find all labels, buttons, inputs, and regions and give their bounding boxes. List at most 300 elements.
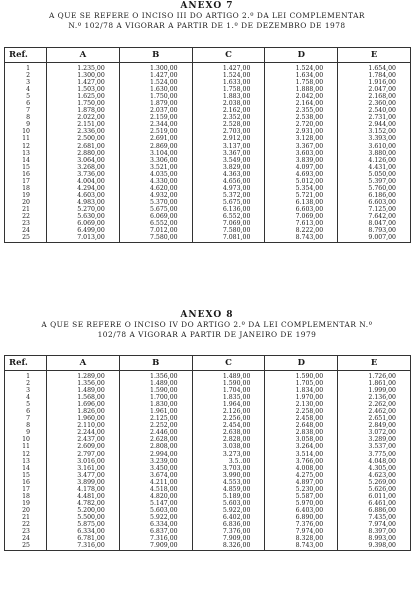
col-header-a: A [47, 48, 120, 63]
table-cell: 3.306,00 [150, 156, 178, 164]
table-cell: 4.518,00 [150, 485, 178, 493]
table-cell: 2.344,00 [150, 121, 178, 129]
table-cell: 3.072,00 [368, 429, 396, 437]
ref-number: 7 [26, 107, 30, 115]
table-cell: 4.693,00 [295, 170, 324, 178]
table-cell: 3.736,00 [77, 170, 105, 178]
table-cell: 1.489,00 [150, 380, 178, 388]
table-cell: 1.750,00 [77, 100, 105, 108]
table-cell: 2.164,00 [295, 100, 324, 108]
table-cell: 3.273,00 [222, 450, 251, 458]
table-cell: 6.186,00 [368, 191, 396, 199]
table-cell: 2.168,00 [368, 93, 396, 101]
table-cell: 5.370,00 [150, 198, 178, 206]
table-cell: 1.300,00 [77, 72, 105, 80]
table-cell: 1.916,00 [368, 79, 396, 87]
table-cell: 6.136,00 [222, 205, 251, 213]
table-cell: 1.235,00 [77, 65, 105, 72]
table-cell: 5.354,00 [295, 184, 324, 192]
table-cell: 1.999,00 [368, 387, 396, 395]
table-cell: 3.603,00 [295, 149, 324, 157]
table-cell: 7.909,00 [222, 535, 251, 543]
table-cell: 2.638,00 [222, 429, 251, 437]
table-cell: 2.651,00 [368, 415, 396, 423]
table-cell: 4.305,00 [368, 464, 396, 472]
table-cell: 3.549,00 [222, 156, 251, 164]
table-cell: 5.875,00 [77, 520, 105, 528]
ref-number: 18 [22, 184, 30, 192]
table-cell: 2.880,00 [77, 149, 105, 157]
ref-number: 25 [22, 234, 30, 242]
table-cell: 1.590,00 [295, 373, 324, 380]
table-cell: 1.503,00 [77, 86, 105, 94]
table-cell: 6.552,00 [222, 212, 251, 220]
table-cell: 2.609,00 [77, 443, 105, 451]
table-cell: 2.022,00 [77, 114, 105, 122]
table-cell: 8.326,00 [222, 542, 251, 550]
column-e-values [338, 63, 411, 243]
ref-number: 11 [22, 443, 30, 451]
annex8-subtitle-line1: A QUE SE REFERE O INCISO IV DO ARTIGO 2.º DA LEI COMPLEMENTAR N.º [41, 320, 373, 329]
ref-number: 10 [22, 436, 30, 444]
table-cell: 3.367,00 [295, 142, 324, 150]
table-cell: 7.376,00 [222, 528, 251, 536]
table-cell: 5.500,00 [77, 513, 105, 521]
table-cell: 7.316,00 [77, 542, 105, 550]
table-cell: 2.262,00 [368, 401, 396, 409]
annex8-title: ANEXO 8 [180, 310, 234, 320]
table-cell: 1.524,00 [222, 72, 251, 80]
table-cell: 5.147,00 [150, 499, 178, 507]
annex7-subtitle-line1: A QUE SE REFERE O INCISO III DO ARTIGO 2.º DA LEI COMPLEMENTAR [48, 11, 365, 20]
table-cell: 1.489,00 [222, 373, 251, 380]
ref-number: 7 [26, 415, 30, 423]
ref-number: 1 [26, 65, 30, 72]
ref-number: 22 [22, 520, 30, 528]
table-cell: 6.836,00 [222, 520, 251, 528]
table-cell: 2.519,00 [150, 128, 178, 136]
ref-number: 5 [26, 401, 30, 409]
table-cell: 2.869,00 [150, 142, 178, 150]
table-cell: 2.681,00 [77, 142, 105, 150]
table-cell: 1.524,00 [150, 79, 178, 87]
table-cell: 3.058,00 [295, 436, 324, 444]
table-cell: 2.037,00 [150, 107, 178, 115]
table-cell: 1.878,00 [77, 107, 105, 115]
table-cell: 5.760,00 [368, 184, 396, 192]
table-cell: 1.568,00 [77, 394, 105, 402]
table-cell: 5.189,00 [222, 492, 251, 500]
table-cell: 1.300,00 [150, 65, 178, 72]
table-cell: 2.437,00 [77, 436, 105, 444]
table-cell: 4.897,00 [295, 478, 324, 486]
table-cell: 2.042,00 [295, 93, 324, 101]
table-cell: 2.038,00 [222, 100, 251, 108]
ref-number: 15 [22, 163, 30, 171]
table-cell: 4.363,00 [222, 170, 251, 178]
table-cell: 3.104,00 [150, 149, 178, 157]
table-cell: 7.974,00 [295, 528, 324, 536]
column-b-values [119, 63, 192, 243]
table-cell: 2.244,00 [77, 429, 105, 437]
table-cell: 6.603,00 [368, 198, 396, 206]
table-cell: 2.352,00 [222, 114, 251, 122]
ref-number: 3 [26, 79, 30, 87]
col-header-c: C [192, 48, 265, 63]
table-cell: 4.178,00 [77, 485, 105, 493]
table-cell: 2.355,00 [295, 107, 324, 115]
table-cell: 8.047,00 [368, 220, 396, 228]
table-cell: 7.435,00 [368, 513, 396, 521]
table-cell: 2.462,00 [368, 408, 396, 416]
table-cell: 2.994,00 [150, 450, 178, 458]
table-cell: 3.268,00 [77, 163, 105, 171]
table-cell: 5.269,00 [368, 478, 396, 486]
table-cell: 1.726,00 [368, 373, 396, 380]
ref-number: 19 [22, 499, 30, 507]
ref-number: 1 [26, 373, 30, 380]
table-cell: 5.603,00 [222, 499, 251, 507]
table-cell: 6.011,00 [368, 492, 396, 500]
table-cell: 3.610,00 [368, 142, 396, 150]
table-cell: 1.289,00 [77, 373, 105, 380]
ref-number: 8 [26, 114, 30, 122]
table-cell: 4.859,00 [222, 485, 251, 493]
table-cell: 3.064,00 [77, 156, 105, 164]
table-cell: 7.069,00 [222, 220, 251, 228]
col-header-a: A [47, 356, 120, 371]
table-cell: 1.633,00 [222, 79, 251, 87]
table-cell: 3.899,00 [77, 478, 105, 486]
table-cell: 2.540,00 [368, 107, 396, 115]
table-cell: 7.580,00 [150, 234, 178, 242]
table-cell: 1.960,00 [77, 415, 105, 423]
table-cell: 6.069,00 [150, 212, 178, 220]
table-cell: 4.294,00 [77, 184, 105, 192]
ref-number: 23 [22, 528, 30, 536]
table-cell: 3.393,00 [368, 135, 396, 143]
table-cell: 6.403,00 [295, 506, 324, 514]
ref-number: 24 [22, 227, 30, 235]
table-cell: 3.289,00 [368, 436, 396, 444]
table-cell: 3.477,00 [77, 471, 105, 479]
table-body-row [5, 63, 411, 243]
table-cell: 7.013,00 [77, 234, 105, 242]
annex7-title: ANEXO 7 [180, 1, 234, 11]
table-cell: 5.922,00 [222, 506, 251, 514]
table-cell: 5.922,00 [150, 513, 178, 521]
table-cell: 2.944,00 [368, 121, 396, 129]
table-cell: 5.200,00 [77, 506, 105, 514]
table-cell: 7.376,00 [295, 520, 324, 528]
annex7-table [4, 47, 411, 243]
table-cell: 5.675,00 [222, 198, 251, 206]
table-cell: 1.634,00 [295, 72, 324, 80]
annex7-subtitle-line2: N.º 102/78 A VIGORAR A PARTIR DE 1.º DE DEZEMBRO DE 1978 [68, 21, 346, 30]
annex7-header [0, 1, 414, 31]
table-cell: 2.703,00 [222, 128, 251, 136]
column-e-values [338, 371, 411, 551]
table-cell: 4.211,00 [150, 478, 178, 486]
ref-number: 2 [26, 72, 30, 80]
table-body-row [5, 371, 411, 551]
table-cell: 2.446,00 [150, 429, 178, 437]
annex8-table [4, 355, 411, 551]
table-cell: 3.829,00 [222, 163, 251, 171]
table-cell: 7.081,00 [222, 234, 251, 242]
table-cell: 1.879,00 [150, 100, 178, 108]
table-cell: 2.252,00 [150, 422, 178, 430]
ref-number: 17 [22, 177, 30, 185]
table-cell: 1.784,00 [368, 72, 396, 80]
table-cell: 5.270,00 [77, 205, 105, 213]
table-cell: 2.336,00 [77, 128, 105, 136]
table-cell: 7.613,00 [295, 220, 324, 228]
table-cell: 2.454,00 [222, 422, 251, 430]
table-cell: 7.316,00 [150, 535, 178, 543]
table-cell: 2.528,00 [222, 121, 251, 129]
table-cell: 3.839,00 [295, 156, 324, 164]
table-cell: 2.838,00 [295, 429, 324, 437]
ref-number: 17 [22, 485, 30, 493]
table-cell: 1.704,00 [222, 387, 251, 395]
table-cell: 3.703,00 [222, 464, 251, 472]
column-d-values [265, 63, 338, 243]
table-cell: 2.458,00 [295, 415, 324, 423]
table-cell: 2.126,00 [222, 408, 251, 416]
table-cell: 6.552,00 [150, 220, 178, 228]
ref-number: 23 [22, 220, 30, 228]
table-cell: 5.587,00 [295, 492, 324, 500]
table-cell: 6.461,00 [368, 499, 396, 507]
table-cell: 1.427,00 [222, 65, 251, 72]
table-cell: 5.630,00 [77, 212, 105, 220]
table-cell: 1.835,00 [222, 394, 251, 402]
table-cell: 1.834,00 [295, 387, 324, 395]
table-cell: 8.222,00 [295, 227, 324, 235]
ref-number: 25 [22, 542, 30, 550]
table-cell: 5.372,00 [222, 191, 251, 199]
ref-number: 14 [22, 464, 30, 472]
table-cell: 6.781,00 [77, 535, 105, 543]
table-cell: 5.603,00 [150, 506, 178, 514]
table-cell: 2.151,00 [77, 121, 105, 129]
table-cell: 4.973,00 [222, 184, 251, 192]
ref-number: 20 [22, 198, 30, 206]
table-cell: 2.691,00 [150, 135, 178, 143]
table-cell: 1.961,00 [150, 408, 178, 416]
table-header-row [5, 48, 411, 63]
table-cell: 2.258,00 [295, 408, 324, 416]
table-cell: 1.970,00 [295, 394, 324, 402]
table-cell: 5.397,00 [368, 177, 396, 185]
table-cell: 6.603,00 [295, 205, 324, 213]
table-cell: 2.931,00 [295, 128, 324, 136]
table-cell: 8.743,00 [295, 542, 324, 550]
table-cell: 4.983,00 [77, 198, 105, 206]
ref-number: 9 [26, 121, 30, 129]
table-cell: 1.758,00 [222, 86, 251, 94]
column-b-values [119, 371, 192, 551]
ref-number: 6 [26, 100, 30, 108]
table-cell: 3.5..00 [228, 457, 251, 465]
table-cell: 1.883,00 [222, 93, 251, 101]
table-cell: 2.828,00 [222, 436, 251, 444]
table-cell: 2.648,00 [295, 422, 324, 430]
table-cell: 1.696,00 [77, 401, 105, 409]
table-cell: 4.431,00 [368, 163, 396, 171]
col-header-b: B [119, 48, 192, 63]
table-cell: 3.038,00 [222, 443, 251, 451]
table-cell: 4.008,00 [295, 464, 324, 472]
table-cell: 4.275,00 [295, 471, 324, 479]
table-cell: 1.356,00 [150, 373, 178, 380]
table-cell: 8.793,00 [368, 227, 396, 235]
col-header-d: D [265, 356, 338, 371]
table-cell: 3.137,00 [222, 142, 251, 150]
table-cell: 7.974,00 [368, 520, 396, 528]
ref-column [5, 371, 47, 551]
table-cell: 4.126,00 [368, 156, 396, 164]
table-cell: 9.007,00 [368, 234, 396, 242]
col-header-ref: Ref. [5, 48, 47, 63]
table-cell: 3.161,00 [77, 464, 105, 472]
table-cell: 4.820,00 [150, 492, 178, 500]
table-header-row [5, 356, 411, 371]
col-header-d: D [265, 48, 338, 63]
table-cell: 4.481,00 [77, 492, 105, 500]
ref-number: 16 [22, 170, 30, 178]
table-cell: 1.427,00 [77, 79, 105, 87]
table-cell: 1.590,00 [222, 380, 251, 388]
table-cell: 1.630,00 [150, 86, 178, 94]
table-cell: 2.130,00 [295, 401, 324, 409]
ref-number: 2 [26, 380, 30, 388]
table-cell: 1.625,00 [77, 93, 105, 101]
table-cell: 2.731,00 [368, 114, 396, 122]
table-cell: 2.808,00 [150, 443, 178, 451]
table-cell: 3.239,00 [150, 457, 178, 465]
table-cell: 4.004,00 [77, 177, 105, 185]
table-cell: 3.537,00 [368, 443, 396, 451]
table-cell: 2.360,00 [368, 100, 396, 108]
table-cell: 2.797,00 [77, 450, 105, 458]
table-cell: 3.264,00 [295, 443, 324, 451]
ref-number: 15 [22, 471, 30, 479]
table-cell: 4.782,00 [77, 499, 105, 507]
table-cell: 2.110,00 [77, 422, 105, 430]
ref-number: 14 [22, 156, 30, 164]
table-cell: 4.932,00 [150, 191, 178, 199]
table-cell: 9.398,00 [368, 542, 396, 550]
table-cell: 5.050,00 [368, 170, 396, 178]
table-cell: 1.700,00 [150, 394, 178, 402]
table-cell: 6.069,00 [77, 220, 105, 228]
table-cell: 6.334,00 [150, 520, 178, 528]
table-cell: 5.721,00 [295, 191, 324, 199]
table-cell: 4.097,00 [295, 163, 324, 171]
table-cell: 2.500,00 [77, 135, 105, 143]
table-cell: 3.766,00 [295, 457, 324, 465]
table-cell: 4.620,00 [150, 184, 178, 192]
table-cell: 7.909,00 [150, 542, 178, 550]
table-cell: 3.514,00 [295, 450, 324, 458]
table-cell: 3.674,00 [150, 471, 178, 479]
column-c-values [192, 63, 265, 243]
ref-number: 12 [22, 450, 30, 458]
table-cell: 6.837,00 [150, 528, 178, 536]
table-cell: 5.230,00 [295, 485, 324, 493]
table-cell: 3.128,00 [295, 135, 324, 143]
table-cell: 1.964,00 [222, 401, 251, 409]
table-cell: 4.656,00 [222, 177, 251, 185]
table-cell: 5.970,00 [295, 499, 324, 507]
column-a-values [47, 63, 120, 243]
column-d-values [265, 371, 338, 551]
col-header-c: C [192, 356, 265, 371]
table-cell: 5.012,00 [295, 177, 324, 185]
ref-number: 18 [22, 492, 30, 500]
column-a-values [47, 371, 120, 551]
ref-number: 12 [22, 142, 30, 150]
table-cell: 1.705,00 [295, 380, 324, 388]
table-cell: 3.367,00 [222, 149, 251, 157]
ref-number: 4 [26, 394, 30, 402]
ref-number: 20 [22, 506, 30, 514]
ref-number: 19 [22, 191, 30, 199]
table-cell: 6.886,00 [368, 506, 396, 514]
table-cell: 6.499,00 [77, 227, 105, 235]
ref-number: 22 [22, 212, 30, 220]
table-cell: 1.758,00 [295, 79, 324, 87]
table-cell: 4.603,00 [77, 191, 105, 199]
table-cell: 2.720,00 [295, 121, 324, 129]
table-cell: 7.012,00 [150, 227, 178, 235]
table-cell: 2.125,00 [150, 415, 178, 423]
table-cell: 8.743,00 [295, 234, 324, 242]
table-cell: 1.524,00 [295, 65, 324, 72]
table-cell: 3.880,00 [368, 149, 396, 157]
table-cell: 3.775,00 [368, 450, 396, 458]
table-cell: 3.521,00 [150, 163, 178, 171]
table-cell: 2.256,00 [222, 415, 251, 423]
table-cell: 2.159,00 [150, 114, 178, 122]
table-cell: 2.538,00 [295, 114, 324, 122]
table-cell: 4.048,00 [368, 457, 396, 465]
ref-number: 6 [26, 408, 30, 416]
table-cell: 2.628,00 [150, 436, 178, 444]
table-cell: 2.849,00 [368, 422, 396, 430]
table-cell: 3.016,00 [77, 457, 105, 465]
table-cell: 3.450,00 [150, 464, 178, 472]
table-cell: 1.861,00 [368, 380, 396, 388]
col-header-e: E [338, 356, 411, 371]
table-cell: 3.990,00 [222, 471, 251, 479]
table-cell: 1.489,00 [77, 387, 105, 395]
table-cell: 4.330,00 [150, 177, 178, 185]
col-header-b: B [119, 356, 192, 371]
table-cell: 6.138,00 [295, 198, 324, 206]
col-header-e: E [338, 48, 411, 63]
table-cell: 7.642,00 [368, 212, 396, 220]
table-cell: 4.623,00 [368, 471, 396, 479]
ref-number: 21 [22, 513, 30, 521]
table-cell: 2.047,00 [368, 86, 396, 94]
table-cell: 8.993,00 [368, 535, 396, 543]
table-cell: 3.152,00 [368, 128, 396, 136]
table-cell: 1.888,00 [295, 86, 324, 94]
ref-number: 10 [22, 128, 30, 136]
